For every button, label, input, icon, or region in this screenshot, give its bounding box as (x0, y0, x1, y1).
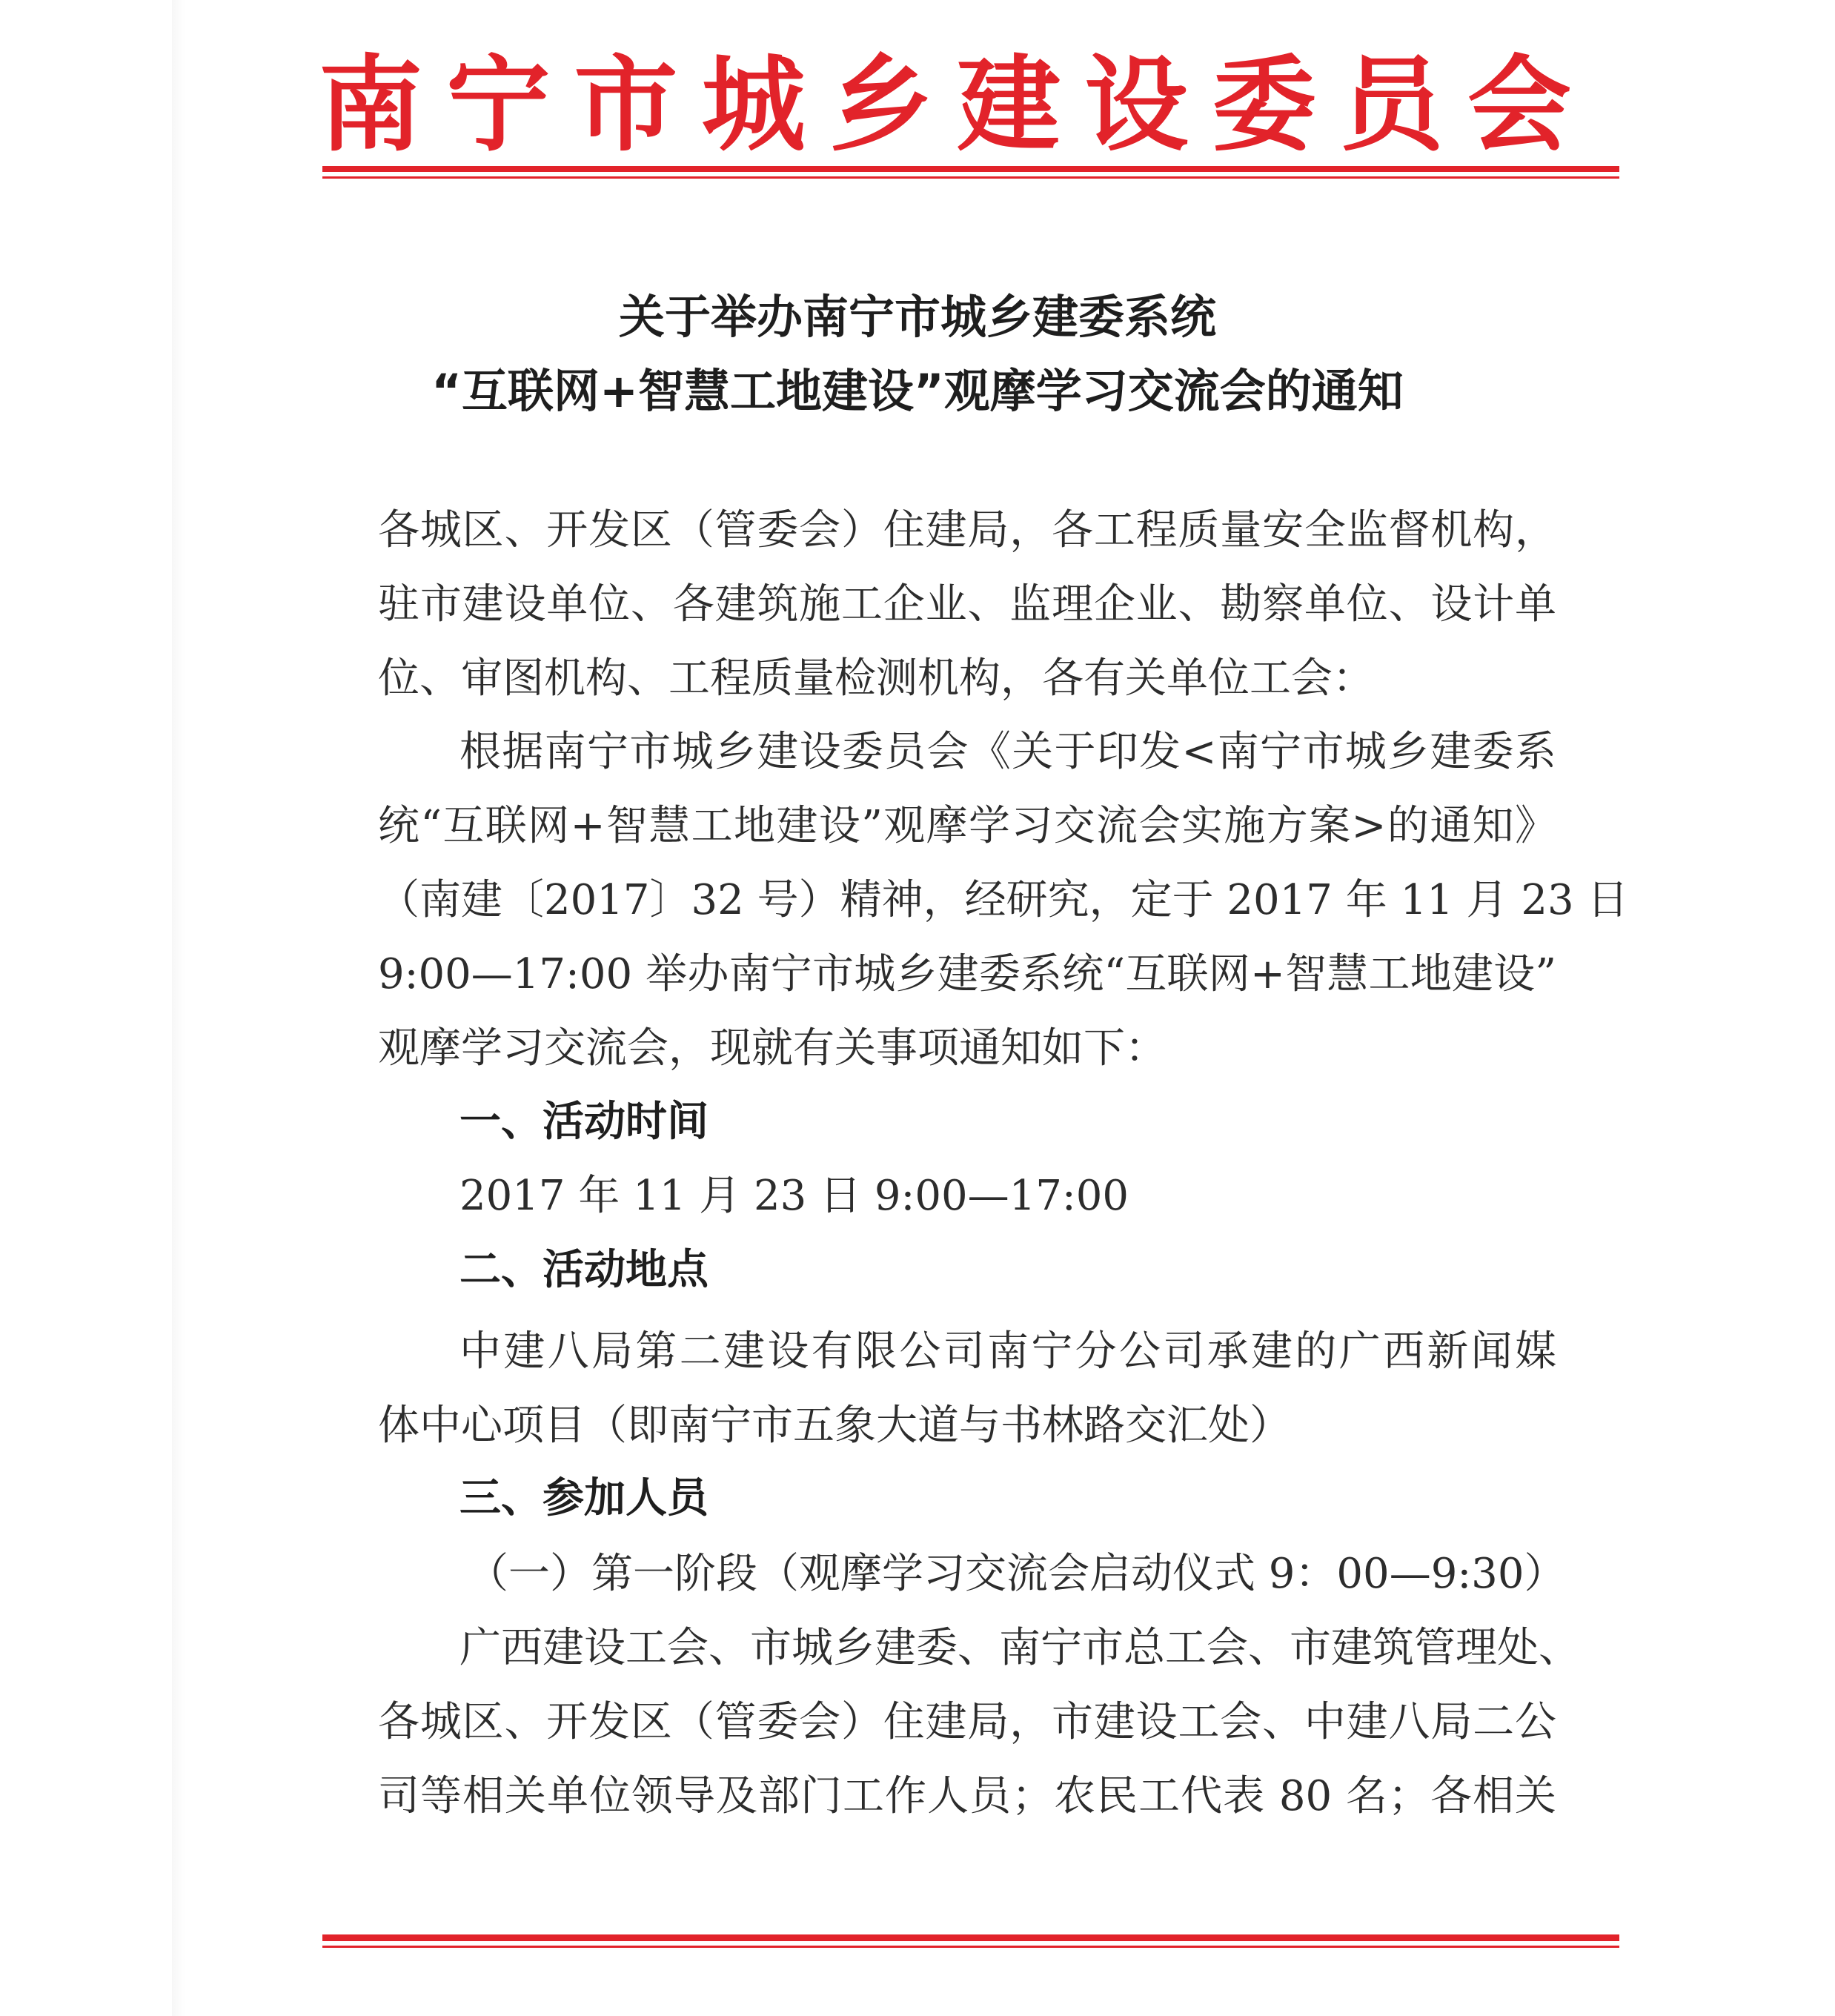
intro-line: （南建〔2017〕32 号）精神，经研究，定于 2017 年 11 月 23 日 (378, 876, 1629, 924)
addressee-line: 位、审图机构、工程质量检测机构，各有关单位工会： (378, 654, 1374, 703)
letterhead-divider-thin (322, 176, 1619, 179)
participants-line: 广西建设工会、市城乡建委、南宁市总工会、市建筑管理处、 (459, 1624, 1580, 1672)
letterhead-divider-thick (322, 166, 1619, 172)
notice-title-line-1: 关于举办南宁市城乡建委系统 (618, 290, 1216, 344)
letterhead-char: 南 (319, 45, 423, 166)
intro-line: 9:00—17:00 举办南宁市城乡建委系统“互联网+智慧工地建设” (378, 950, 1556, 998)
participants-line: 司等相关单位领导及部门工作人员；农民工代表 80 名；各相关 (378, 1772, 1556, 1820)
letterhead-char: 员 (1339, 45, 1444, 166)
letterhead-char: 设 (1084, 45, 1189, 166)
section-heading-participants: 三、参加人员 (459, 1474, 709, 1522)
subsection-stage-one: （一）第一阶段（观摩学习交流会启动仪式 9：00—9:30） (467, 1550, 1566, 1598)
addressee-line: 驻市建设单位、各建筑施工企业、监理企业、勘察单位、设计单 (378, 580, 1556, 629)
letterhead-char: 委 (1212, 45, 1316, 166)
intro-line: 根据南宁市城乡建设委员会《关于印发<南宁市城乡建委系 (459, 728, 1556, 776)
section-body-location: 体中心项目（即南宁市五象大道与书林路交汇处） (378, 1402, 1291, 1450)
letterhead-char: 宁 (446, 45, 551, 166)
participants-line: 各城区、开发区（管委会）住建局，市建设工会、中建八局二公 (378, 1698, 1556, 1746)
letterhead (319, 43, 1571, 169)
letterhead-char: 建 (957, 45, 1061, 166)
letterhead-char: 乡 (829, 45, 933, 166)
section-body-location: 中建八局第二建设有限公司南宁分公司承建的广西新闻媒 (459, 1327, 1556, 1376)
intro-line: 统“互联网+智慧工地建设”观摩学习交流会实施方案>的通知》 (378, 802, 1556, 850)
section-heading-location: 二、活动地点 (459, 1246, 709, 1294)
addressee-line: 各城区、开发区（管委会）住建局，各工程质量安全监督机构， (378, 506, 1556, 554)
footer-divider-thick (322, 1934, 1619, 1941)
section-heading-time: 一、活动时间 (459, 1098, 709, 1146)
notice-title-line-2: “互联网+智慧工地建设”观摩学习交流会的通知 (431, 364, 1404, 418)
letterhead-char: 城 (701, 45, 806, 166)
letterhead-char: 市 (574, 45, 678, 166)
letterhead-char: 会 (1467, 45, 1571, 166)
footer-divider-thin (322, 1946, 1619, 1948)
intro-line: 观摩学习交流会，现就有关事项通知如下： (378, 1024, 1167, 1072)
section-body-time: 2017 年 11 月 23 日 9:00—17:00 (459, 1172, 1129, 1220)
